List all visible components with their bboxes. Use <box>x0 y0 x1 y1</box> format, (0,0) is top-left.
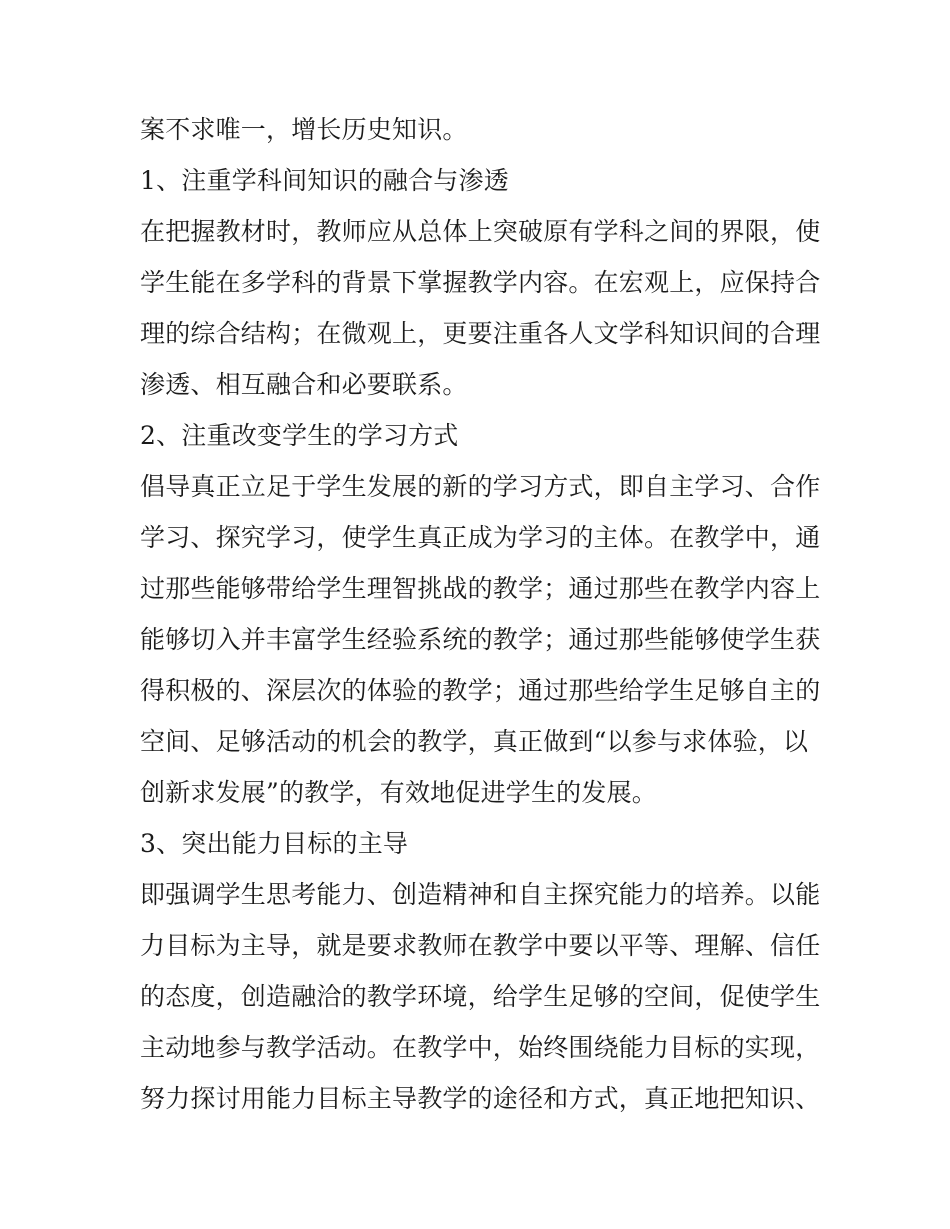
text-line: 渗透、相互融合和必要联系。 <box>140 370 468 399</box>
text-line: 理的综合结构；在微观上，更要注重各人文学科知识间的合理 <box>140 319 821 348</box>
text-line: 过那些能够带给学生理智挑战的教学；通过那些在教学内容上 <box>140 574 821 603</box>
text-line: 力目标为主导，就是要求教师在教学中要以平等、理解、信任 <box>140 931 821 960</box>
text-line: 得积极的、深层次的体验的教学；通过那些给学生足够自主的 <box>140 676 821 705</box>
text-line: 学习、探究学习，使学生真正成为学习的主体。在教学中，通 <box>140 523 821 552</box>
text-line: 即强调学生思考能力、创造精神和自主探究能力的培养。以能 <box>140 880 821 909</box>
text-line: 的态度，创造融洽的教学环境，给学生足够的空间，促使学生 <box>140 982 821 1011</box>
section-heading-1: 1、注重学科间知识的融合与渗透 <box>140 166 509 195</box>
text-line: 主动地参与教学活动。在教学中，始终围绕能力目标的实现， <box>140 1033 821 1062</box>
text-line: 案不求唯一，增长历史知识。 <box>140 115 468 144</box>
section-heading-3: 3、突出能力目标的主导 <box>140 829 409 858</box>
text-line: 能够切入并丰富学生经验系统的教学；通过那些能够使学生获 <box>140 625 821 654</box>
section-heading-2: 2、注重改变学生的学习方式 <box>140 421 459 450</box>
text-line: 创新求发展”的教学，有效地促进学生的发展。 <box>140 778 657 807</box>
text-line: 努力探讨用能力目标主导教学的途径和方式，真正地把知识、 <box>140 1084 821 1113</box>
text-line: 学生能在多学科的背景下掌握教学内容。在宏观上，应保持合 <box>140 268 821 297</box>
text-line: 在把握教材时，教师应从总体上突破原有学科之间的界限，使 <box>140 217 821 246</box>
text-line: 空间、足够活动的机会的教学，真正做到“以参与求体验，以 <box>140 727 809 756</box>
text-line: 倡导真正立足于学生发展的新的学习方式，即自主学习、合作 <box>140 472 821 501</box>
